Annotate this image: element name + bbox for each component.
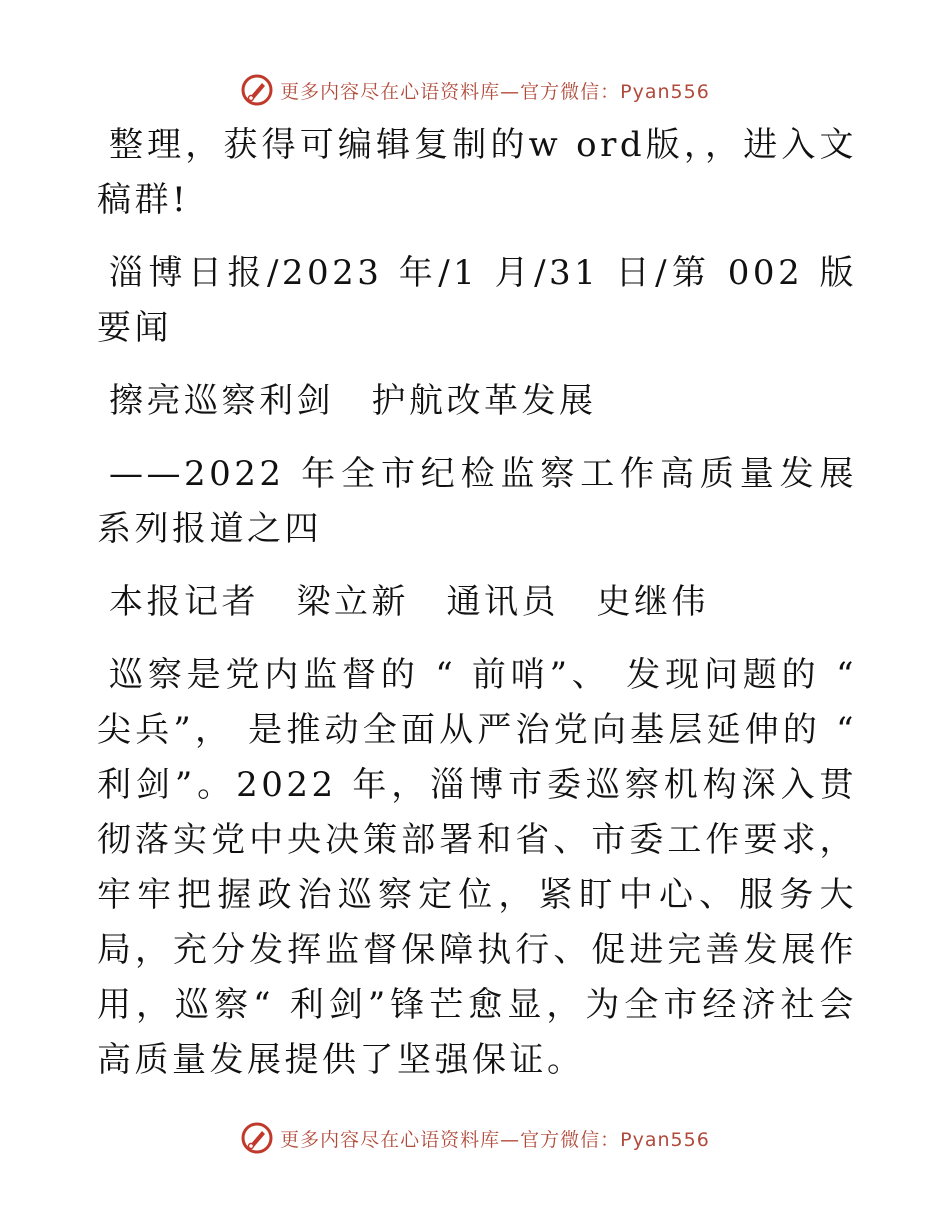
header-watermark-banner [0,70,950,110]
article-title: 擦亮巡察利剑 护航改革发展 [109,381,597,421]
intro-note: 整理，获得可编辑复制的w ord版，，进入文稿群! [97,125,857,220]
article-byline: 本报记者 梁立新 通讯员 史继伟 [109,582,709,622]
document-body [97,118,857,1106]
footer-watermark-banner [0,1118,950,1158]
pen-logo-icon [240,1121,274,1155]
body-paragraph: 巡察是党内监督的 “ 前哨”、 发现问题的 “ 尖兵”， 是推动全面从严治党向基层延伸的 “ 利剑”。2022 年，淄博市委巡察机构深入贯彻落实党中央决策部署和省、市委工作要求，牢牢把握政治巡察定位，紧盯中心、服务大局，充分发挥监督保障执行、促进完善发展作用，巡察“ 利剑”锋芒愈显，为全市经济社会高质量发展提供了坚强保证。 [97,655,857,1080]
pen-logo-icon [240,73,274,107]
header-watermark-text: 更多内容尽在心语资料库—官方微信：Pyan556 [280,80,710,103]
publication-info: 淄博日报/2023 年/1 月/31 日/第 002 版要闻 [97,253,857,348]
footer-watermark-text: 更多内容尽在心语资料库—官方微信：Pyan556 [280,1128,710,1151]
article-subtitle: ——2022 年全市纪检监察工作高质量发展系列报道之四 [97,454,857,549]
